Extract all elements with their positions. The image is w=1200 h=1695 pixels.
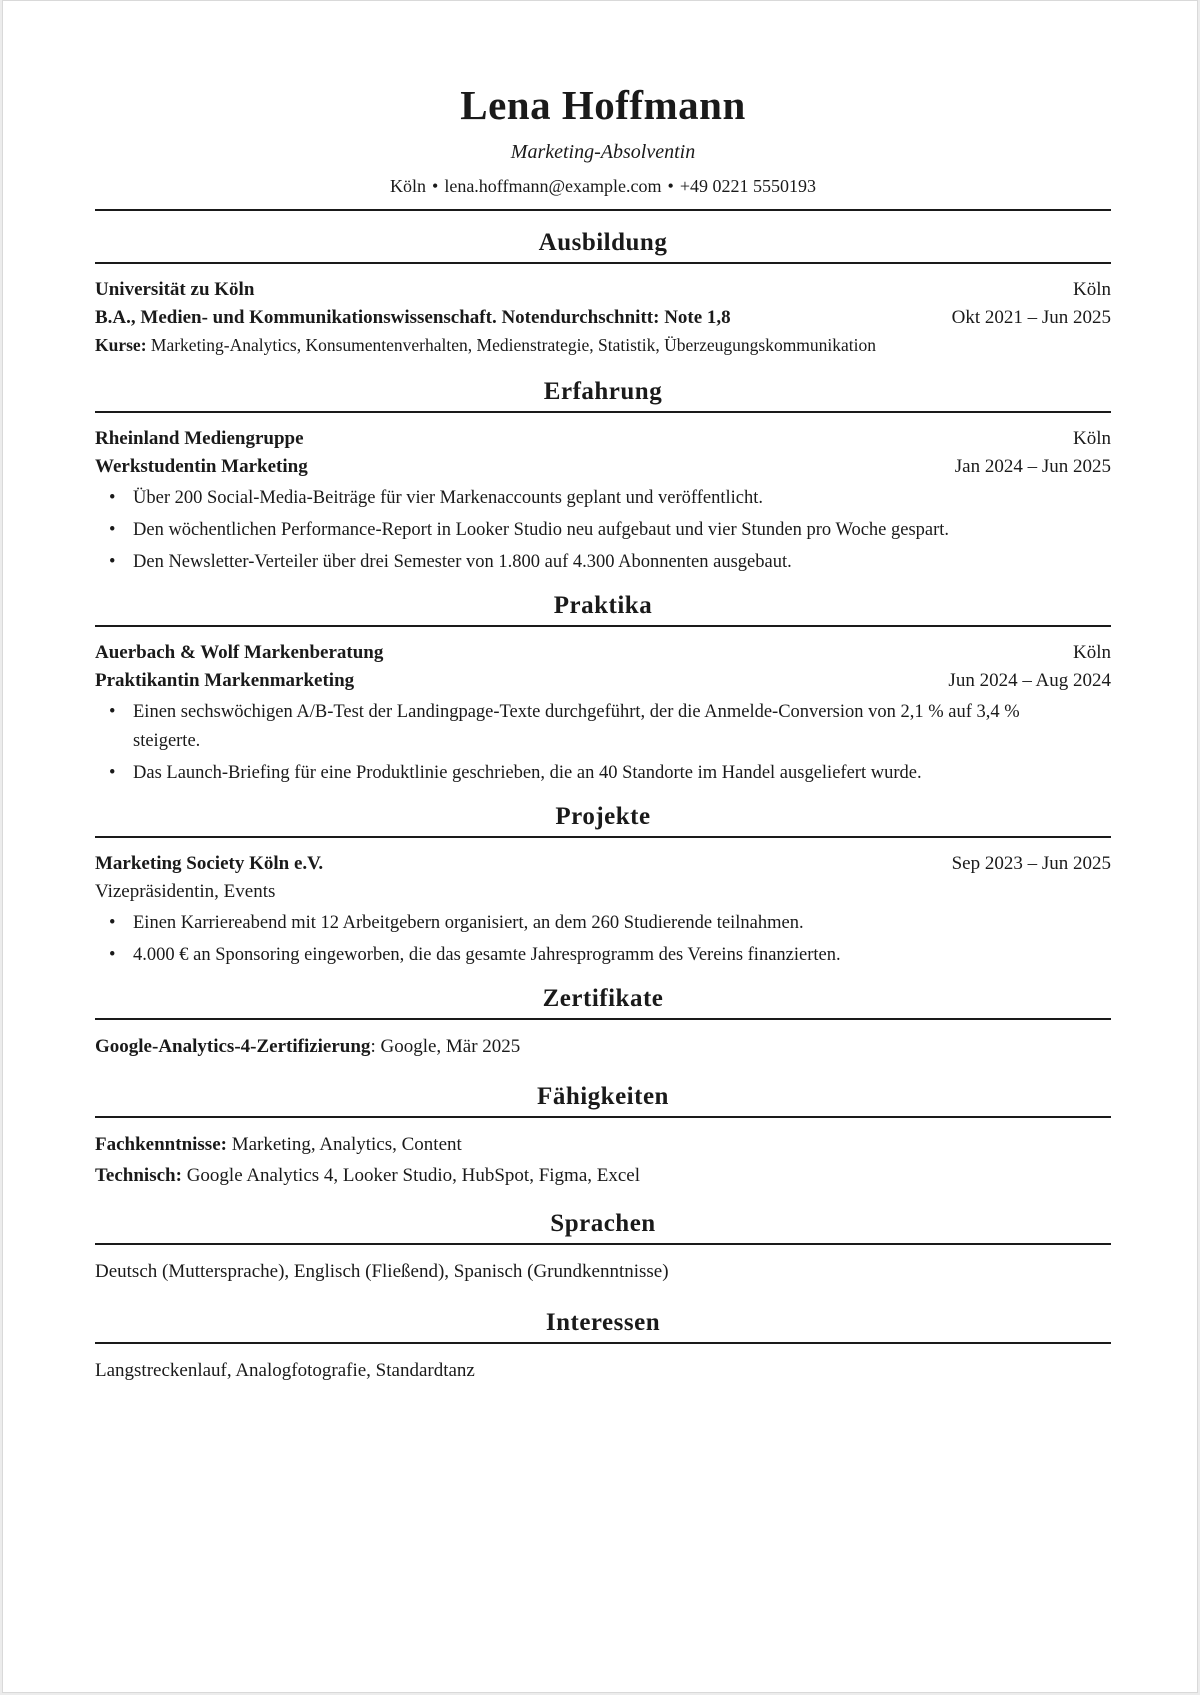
school-name: Universität zu Köln	[95, 279, 255, 300]
company-name: Rheinland Mediengruppe	[95, 428, 304, 449]
education-dates: Okt 2021 – Jun 2025	[951, 307, 1111, 328]
section-divider	[95, 1018, 1111, 1020]
project-dates: Sep 2023 – Jun 2025	[951, 853, 1111, 874]
internship-company-row	[95, 639, 1111, 667]
section-projects	[95, 801, 1111, 970]
section-divider	[95, 1342, 1111, 1344]
job-role: Werkstudentin Marketing	[95, 456, 308, 477]
section-heading: Interessen	[545, 1309, 661, 1336]
list-item: • Den Newsletter-Verteiler über drei Semester von 1.800 auf 4.300 Abonnenten ausgebaut.	[133, 548, 1111, 577]
section-divider	[95, 1116, 1111, 1118]
section-divider	[95, 411, 1111, 413]
skills-tech-label: Technisch:	[95, 1165, 182, 1186]
project-name: Marketing Society Köln e.V.	[95, 853, 324, 874]
section-heading: Projekte	[555, 803, 651, 830]
section-internships	[95, 590, 1111, 788]
company-location: Köln	[1073, 428, 1111, 449]
job-dates: Jan 2024 – Jun 2025	[954, 456, 1111, 477]
company-name: Auerbach & Wolf Markenberatung	[95, 642, 384, 663]
candidate-title: Marketing-Absolventin	[510, 141, 696, 163]
education-school-row	[95, 276, 1111, 304]
list-item: • Das Launch-Briefing für eine Produktlinie geschrieben, die an 40 Standorte im Handel ausgeliefert wurde.	[133, 759, 1111, 788]
section-heading: Erfahrung	[543, 378, 663, 405]
job-dates: Jun 2024 – Aug 2024	[948, 670, 1111, 691]
experience-role-row	[95, 453, 1111, 481]
section-heading: Fähigkeiten	[537, 1083, 669, 1110]
project-name-row	[95, 850, 1111, 878]
project-role-row	[95, 878, 1111, 906]
project-role: Vizepräsidentin, Events	[95, 881, 276, 902]
contact-city: Köln	[390, 176, 427, 196]
skills-domain-label: Fachkenntnisse:	[95, 1134, 227, 1155]
section-divider	[95, 262, 1111, 264]
school-location: Köln	[1073, 279, 1111, 300]
list-item: • Einen sechswöchigen A/B-Test der Landingpage-Texte durchgeführt, der die Anmelde-Conversion von 2,1 % auf 3,4 % steigerte.	[133, 698, 1111, 756]
candidate-name: Lena Hoffmann	[460, 82, 746, 128]
section-divider	[95, 1243, 1111, 1245]
section-heading: Praktika	[553, 592, 653, 619]
skills-domain: Marketing, Analytics, Content	[231, 1134, 462, 1155]
experience-company-row	[95, 425, 1111, 453]
section-skills	[95, 1081, 1111, 1190]
certificate-line	[95, 1032, 1111, 1061]
section-languages	[95, 1208, 1111, 1286]
list-item: • 4.000 € an Sponsoring eingeworben, die das gesamte Jahresprogramm des Vereins finanzierten.	[133, 941, 1111, 970]
contact-separator: •	[667, 176, 674, 196]
header-divider	[95, 209, 1111, 211]
list-item: • Den wöchentlichen Performance-Report in Looker Studio neu aufgebaut und vier Stunden pro Woche gespart.	[133, 516, 1111, 545]
skills-tech-line	[95, 1161, 1111, 1190]
section-heading: Sprachen	[550, 1210, 656, 1237]
courses-label: Kurse:	[95, 335, 147, 355]
list-item: • Einen Karriereabend mit 12 Arbeitgebern organisiert, an dem 260 Studierende teilnahmen.	[133, 909, 1111, 938]
certificate-detail: : Google, Mär 2025	[370, 1036, 521, 1057]
courses-list: Marketing-Analytics, Konsumentenverhalten, Medienstrategie, Statistik, Überzeugungskommunikation	[150, 335, 877, 355]
section-divider	[95, 625, 1111, 627]
section-heading: Zertifikate	[542, 985, 664, 1012]
courses-line	[95, 332, 1111, 358]
job-role: Praktikantin Markenmarketing	[95, 670, 355, 691]
section-experience	[95, 376, 1111, 577]
languages-text: Deutsch (Muttersprache), Englisch (Fließend), Spanisch (Grundkenntnisse)	[95, 1261, 669, 1282]
company-location: Köln	[1073, 642, 1111, 663]
experience-bullets	[95, 484, 1111, 577]
section-interests	[95, 1307, 1111, 1385]
internship-role-row	[95, 667, 1111, 695]
contact-line	[95, 174, 1111, 198]
list-item: • Über 200 Social-Media-Beiträge für vier Markenaccounts geplant und veröffentlicht.	[133, 484, 1111, 513]
contact-separator: •	[432, 176, 439, 196]
skills-tech: Google Analytics 4, Looker Studio, HubSpot, Figma, Excel	[186, 1165, 641, 1186]
skills-domain-line	[95, 1130, 1111, 1159]
certificate-name: Google-Analytics-4-Zertifizierung	[95, 1036, 371, 1057]
interests-text: Langstreckenlauf, Analogfotografie, Standardtanz	[95, 1360, 475, 1381]
section-divider	[95, 836, 1111, 838]
project-bullets	[95, 909, 1111, 970]
education-degree-row	[95, 304, 1111, 332]
section-education	[95, 227, 1111, 358]
section-certificates	[95, 983, 1111, 1061]
contact-email[interactable]: lena.hoffmann@example.com	[444, 176, 662, 196]
section-heading: Ausbildung	[538, 229, 668, 256]
contact-phone[interactable]: +49 0221 5550193	[679, 176, 816, 196]
resume-page	[2, 0, 1198, 1693]
internship-bullets	[95, 698, 1111, 788]
resume-content	[95, 79, 1111, 1385]
degree: B.A., Medien- und Kommunikationswissenschaft. Notendurchschnitt: Note 1,8	[95, 307, 731, 328]
